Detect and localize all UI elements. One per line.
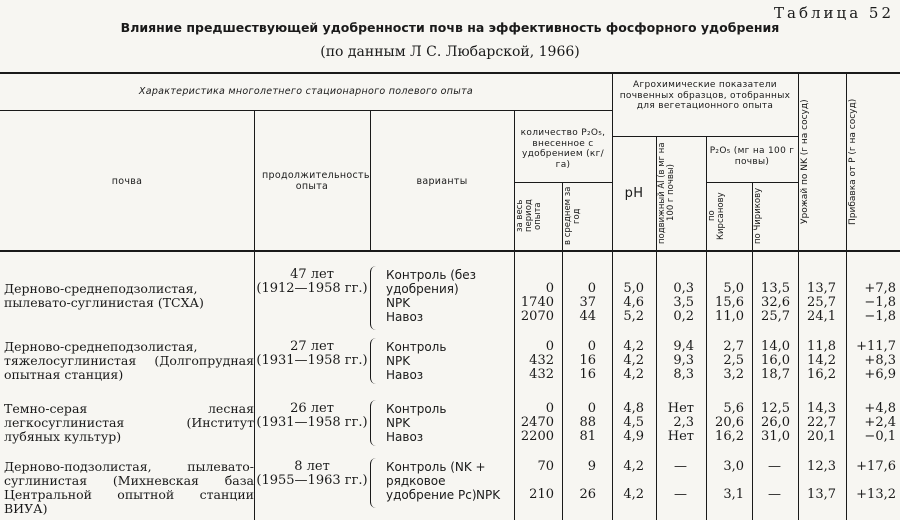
al-value: Нет: [667, 401, 694, 416]
ph-value: 4,9: [623, 429, 644, 444]
increase-value: +6,9: [864, 367, 896, 382]
kirsanov-value: 11,0: [715, 309, 744, 324]
al-value: 0,2: [673, 309, 694, 324]
variant-name: Контроль: [386, 402, 447, 416]
yield-value: 11,8: [807, 339, 836, 354]
p2o5-total-value: 0: [545, 281, 554, 296]
header-p2o5-total: за весь период опыта: [515, 199, 543, 233]
chirikov-value: 18,7: [761, 367, 790, 382]
duration-years: 47 лет: [290, 267, 334, 282]
chirikov-value: 32,6: [761, 295, 790, 310]
table-title: Влияние предшествующей удобренности почв на эффективность фосфорного удобрения: [120, 20, 780, 35]
soil-name: Дерново-среднеподзолистая, тяжелосуглинистая (Долгопрудная опытная станция): [4, 339, 254, 382]
variant-name: Контроль (NK + рядковое удобрение Pc): [386, 460, 486, 502]
variant-brace: [370, 458, 379, 508]
increase-value: +7,8: [864, 281, 896, 296]
kirsanov-value: 5,6: [723, 401, 744, 416]
increase-value: −1,8: [864, 309, 896, 324]
yield-value: 16,2: [807, 367, 836, 382]
p2o5-avg-value: 0: [587, 281, 596, 296]
p2o5-avg-value: 88: [579, 415, 596, 430]
header-ph: pH: [624, 186, 644, 201]
yield-value: 25,7: [807, 295, 836, 310]
yield-value: 20,1: [807, 429, 836, 444]
increase-value: +4,8: [864, 401, 896, 416]
p2o5-total-value: 432: [529, 367, 554, 382]
header-p2o5-soil: P₂O₅ (мг на 100 г почвы): [709, 146, 795, 167]
variant-name: Навоз: [386, 430, 424, 444]
kirsanov-value: 2,5: [723, 353, 744, 368]
kirsanov-value: 16,2: [715, 429, 744, 444]
variant-name: NPK: [476, 488, 501, 502]
header-variants: варианты: [416, 176, 468, 187]
increase-value: +8,3: [864, 353, 896, 368]
chirikov-value: 25,7: [761, 309, 790, 324]
duration-years: 27 лет: [290, 339, 334, 354]
duration-period: (1955—1963 гг.): [256, 473, 368, 488]
yield-value: 22,7: [807, 415, 836, 430]
ph-value: 5,2: [623, 309, 644, 324]
variant-name: Контроль (без удобрения): [386, 268, 477, 296]
duration-period: (1931—1958 гг.): [256, 353, 368, 368]
header-agrochem: Агрохимические показатели почвенных образцов, отобранных для вегетационного опыта: [619, 80, 791, 111]
kirsanov-value: 3,1: [723, 487, 744, 502]
header-mobile-al: подвижный Al (в мг на 100 г почвы): [657, 142, 676, 244]
variant-name: Контроль: [386, 340, 447, 354]
chirikov-value: 16,0: [761, 353, 790, 368]
p2o5-total-value: 2070: [520, 309, 554, 324]
table-number: Таблица 52: [774, 4, 894, 22]
ph-value: 4,2: [623, 459, 644, 474]
al-value: —: [674, 459, 687, 474]
increase-value: +17,6: [856, 459, 896, 474]
yield-value: 14,2: [807, 353, 836, 368]
duration-years: 8 лет: [294, 459, 330, 474]
chirikov-value: 12,5: [761, 401, 790, 416]
variant-name: NPK: [386, 416, 411, 430]
variant-name: NPK: [386, 354, 411, 368]
p2o5-total-value: 432: [529, 353, 554, 368]
header-p2o5-avg: в среднем за год: [563, 186, 582, 246]
header-yield-nk: Урожай по NK (г на сосуд): [800, 99, 810, 225]
top-rule: [0, 72, 900, 74]
al-value: 0,3: [673, 281, 694, 296]
ph-value: 4,6: [623, 295, 644, 310]
table-subtitle: (по данным Л С. Любарской, 1966): [320, 44, 580, 60]
p2o5-total-value: 2470: [520, 415, 554, 430]
variant-brace: [370, 400, 379, 446]
header-bottom-rule: [0, 250, 900, 252]
chirikov-value: —: [768, 459, 781, 474]
increase-value: +13,2: [856, 487, 896, 502]
increase-value: +11,7: [856, 339, 896, 354]
variant-name: NPK: [386, 296, 411, 310]
p2o5-total-value: 0: [545, 401, 554, 416]
kirsanov-value: 2,7: [723, 339, 744, 354]
soil-name: Темно-серая лесная легкосуглинистая (Институт лубяных культур): [4, 401, 254, 444]
kirsanov-value: 15,6: [715, 295, 744, 310]
chirikov-value: 26,0: [761, 415, 790, 430]
group-rule: [0, 110, 612, 111]
header-kirsanov: по Кирсанову: [707, 192, 726, 240]
increase-value: −0,1: [864, 429, 896, 444]
p2o5-avg-value: 0: [587, 339, 596, 354]
p2o5-avg-value: 44: [579, 309, 596, 324]
p2o5-avg-value: 0: [587, 401, 596, 416]
increase-value: −1,8: [864, 295, 896, 310]
yield-value: 12,3: [807, 459, 836, 474]
variant-brace: [370, 266, 379, 330]
al-value: 9,4: [673, 339, 694, 354]
chirikov-value: —: [768, 487, 781, 502]
al-value: 3,5: [673, 295, 694, 310]
p2o5-total-value: 210: [529, 487, 554, 502]
p2o5-avg-value: 37: [579, 295, 596, 310]
p2o5-total-value: 1740: [520, 295, 554, 310]
soil-name: Дерново-среднеподзолистая, пылевато-суглинистая (ТСХА): [4, 281, 204, 310]
chirikov-value: 31,0: [761, 429, 790, 444]
ph-value: 4,2: [623, 367, 644, 382]
header-soil: почва: [111, 176, 143, 187]
p2o5-total-value: 2200: [520, 429, 554, 444]
header-experiment-group: Характеристика многолетнего стационарного полевого опыта: [138, 86, 474, 97]
variant-brace: [370, 338, 379, 384]
ph-value: 4,2: [623, 339, 644, 354]
header-chirikov: по Чирикову: [753, 187, 763, 245]
al-value: 2,3: [673, 415, 694, 430]
chirikov-value: 13,5: [761, 281, 790, 296]
p2o5-avg-value: 9: [587, 459, 596, 474]
variant-name: Навоз: [386, 310, 424, 324]
p2o5-total-value: 70: [537, 459, 554, 474]
duration-years: 26 лет: [290, 401, 334, 416]
soil-name: Дерново-подзолистая, пылевато-суглинистая (Михневская база Центральной опытной станции ВИУА): [4, 459, 254, 516]
yield-value: 24,1: [807, 309, 836, 324]
ph-value: 4,2: [623, 353, 644, 368]
yield-value: 13,7: [807, 487, 836, 502]
chirikov-value: 14,0: [761, 339, 790, 354]
p2o5-total-value: 0: [545, 339, 554, 354]
vrule: [254, 110, 255, 520]
yield-value: 13,7: [807, 281, 836, 296]
p2o5-avg-value: 81: [579, 429, 596, 444]
increase-value: +2,4: [864, 415, 896, 430]
al-value: 8,3: [673, 367, 694, 382]
kirsanov-value: 20,6: [715, 415, 744, 430]
p2o5-applied-rule: [514, 182, 612, 183]
header-p2o5-applied: количество P₂O₅, внесенное с удобрением (кг/га): [520, 128, 606, 170]
kirsanov-value: 5,0: [723, 281, 744, 296]
p2o5-avg-value: 26: [579, 487, 596, 502]
kirsanov-value: 3,2: [723, 367, 744, 382]
al-value: Нет: [667, 429, 694, 444]
al-value: —: [674, 487, 687, 502]
ph-value: 4,8: [623, 401, 644, 416]
variant-name: Навоз: [386, 368, 424, 382]
ph-value: 5,0: [623, 281, 644, 296]
agro-rule: [612, 136, 798, 137]
p2o5-avg-value: 16: [579, 353, 596, 368]
duration-period: (1931—1958 гг.): [256, 415, 368, 430]
yield-value: 14,3: [807, 401, 836, 416]
p2o5-avg-value: 16: [579, 367, 596, 382]
ph-value: 4,2: [623, 487, 644, 502]
header-increase-p: Прибавка от P (г на сосуд): [848, 98, 858, 226]
duration-period: (1912—1958 гг.): [256, 281, 368, 296]
header-duration: продолжительность опыта: [262, 170, 370, 192]
kirsanov-value: 3,0: [723, 459, 744, 474]
al-value: 9,3: [673, 353, 694, 368]
ph-value: 4,5: [623, 415, 644, 430]
